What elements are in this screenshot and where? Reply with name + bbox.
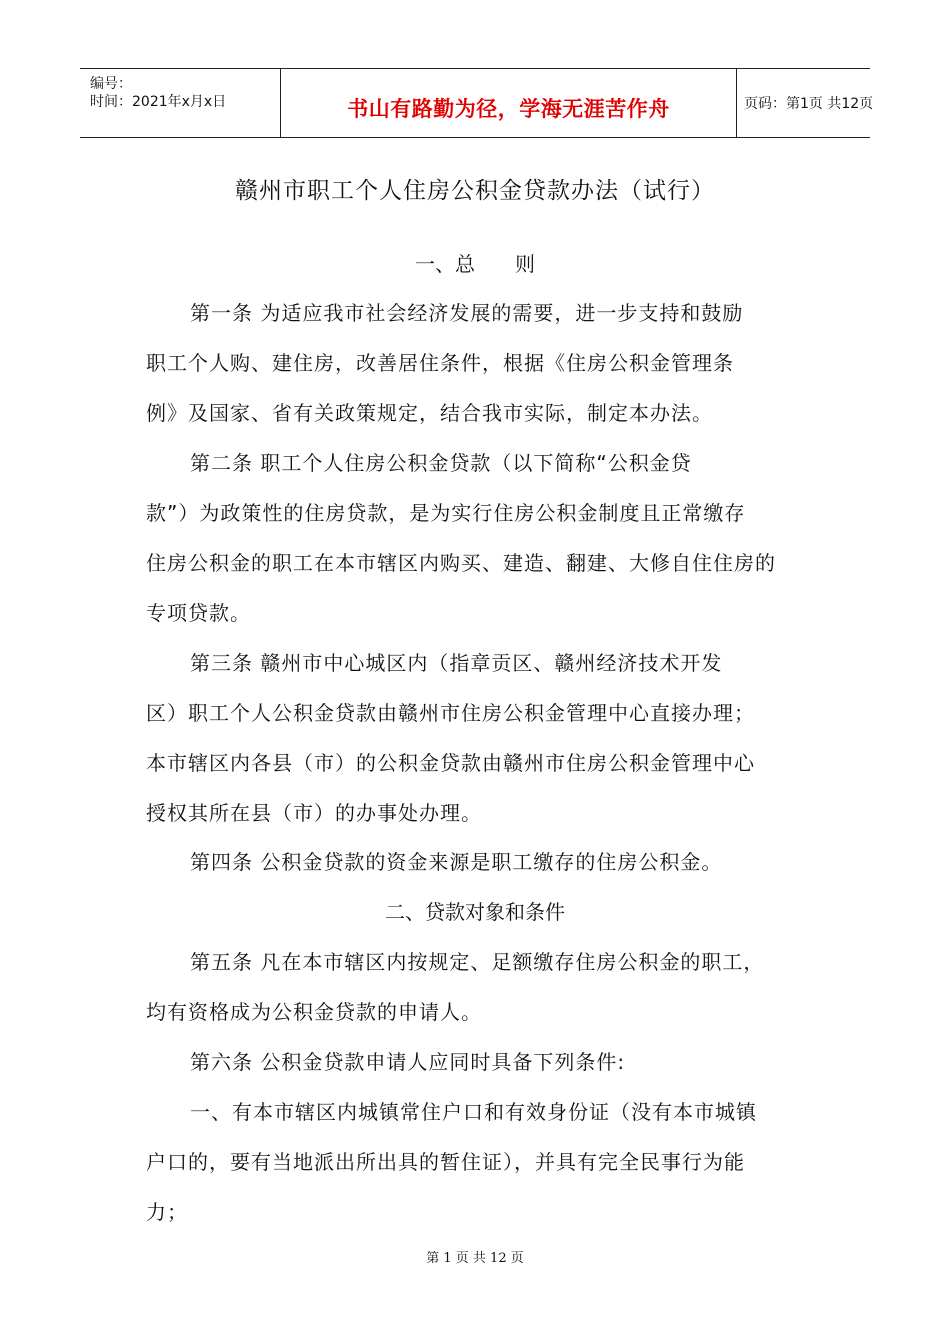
article-line: 专项贷款。: [146, 601, 251, 625]
header-meta-cell: [80, 69, 280, 137]
article-line: 例》及国家、省有关政策规定，结合我市实际，制定本办法。: [146, 401, 713, 425]
section-heading-general: 一、总 则: [415, 252, 535, 276]
article-line: 本市辖区内各县（市）的公积金贷款由赣州市住房公积金管理中心: [146, 751, 755, 775]
header-page-cell: [736, 69, 874, 137]
document-header: [80, 68, 874, 138]
page-info-label: 页码：第1页 共12页: [744, 96, 874, 112]
article-line: 授权其所在县（市）的办事处办理。: [146, 801, 482, 825]
article-line: 区）职工个人公积金贷款由赣州市住房公积金管理中心直接办理；: [146, 701, 755, 725]
article-line: 均有资格成为公积金贷款的申请人。: [146, 1000, 482, 1024]
article-line: 第六条 公积金贷款申请人应同时具备下列条件:: [190, 1050, 626, 1074]
article-line: 第四条 公积金贷款的资金来源是职工缴存的住房公积金。: [190, 850, 723, 874]
article-line: 职工个人购、建住房，改善居住条件，根据《住房公积金管理条: [146, 351, 734, 375]
article-line: 户口的，要有当地派出所出具的暂住证），并具有完全民事行为能: [146, 1150, 745, 1174]
document-title: 赣州市职工个人住房公积金贷款办法（试行）: [235, 178, 715, 204]
header-motto-cell: [280, 69, 737, 137]
article-line: 第一条 为适应我市社会经济发展的需要，进一步支持和鼓励: [190, 301, 744, 325]
section-heading-loan-eligibility: 二、贷款对象和条件: [385, 900, 565, 924]
article-line: 力；: [146, 1200, 188, 1224]
article-line: 一、有本市辖区内城镇常住户口和有效身份证（没有本市城镇: [190, 1100, 757, 1124]
document-time-label: 时间：2021年x月x日: [90, 94, 227, 110]
article-line: 第三条 赣州市中心城区内（指章贡区、赣州经济技术开发: [190, 651, 723, 675]
article-line: 第二条 职工个人住房公积金贷款（以下简称“公积金贷: [190, 451, 692, 475]
document-number-label: 编号：: [90, 76, 132, 92]
page-footer: 第 1 页 共 12 页: [426, 1251, 524, 1266]
article-line: 住房公积金的职工在本市辖区内购买、建造、翻建、大修自住住房的: [146, 551, 776, 575]
article-line: 款”）为政策性的住房贷款，是为实行住房公积金制度且正常缴存: [146, 501, 746, 525]
article-line: 第五条 凡在本市辖区内按规定、足额缴存住房公积金的职工，: [190, 950, 765, 974]
motto-text: 书山有路勤为径，学海无涯苦作舟: [347, 97, 670, 121]
